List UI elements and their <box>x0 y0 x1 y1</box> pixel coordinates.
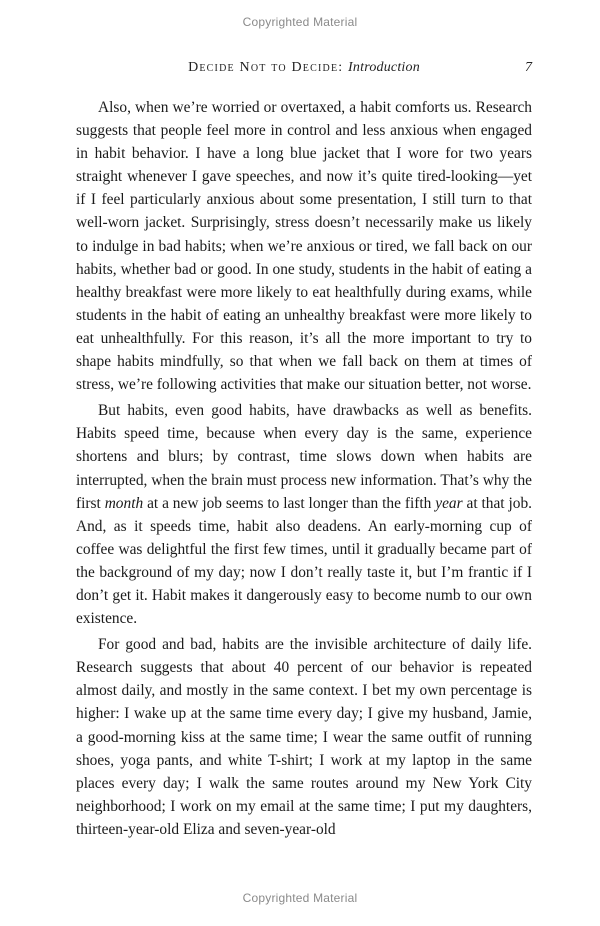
page-number: 7 <box>525 60 532 75</box>
text-run: at that job. And, as it speeds time, habit also deadens. An early-morning cup of coffee was delightful the first few times, until it gradually became part of the background of my day; now I don’t really taste it, but I’m frantic if I don’t get it. Habit makes it dangerously easy to become numb to our own existence. <box>76 494 532 628</box>
emphasis-text: month <box>104 494 144 512</box>
text-run: But habits, even good habits, have drawbacks as well as benefits. Habits speed time, because when every day is the same, experience shortens and blurs; by contrast, time slows down when habits are interrupted, when the brain must process new information. That’s why the first <box>76 402 532 512</box>
paragraph <box>76 633 532 841</box>
copyright-watermark-bottom: Copyrighted Material <box>242 891 358 905</box>
paragraph <box>76 399 532 630</box>
copyright-watermark-top: Copyrighted Material <box>242 15 358 29</box>
body-text <box>76 96 532 841</box>
title-separator: : <box>338 60 344 75</box>
text-run: at a new job seems to last longer than the fifth <box>143 494 436 512</box>
chapter-title: Decide Not to Decide <box>188 60 339 75</box>
running-head-title <box>76 60 532 76</box>
running-head <box>76 60 532 80</box>
text-run: Also, when we’re worried or overtaxed, a habit comforts us. Research suggests that people feel more in control and less anxious when engaged in habit behavior. I have a long blue jacket that I wore for two years straight whenever I gave speeches, and now it’s quite tired-looking—yet if I feel particularly anxious about some presentation, I still turn to that well-worn jacket. Surprisingly, stress doesn’t necessarily make us likely to indulge in bad habits; when we’re anxious or tired, we fall back on our habits, whether bad or good. In one study, students in the habit of eating a healthy breakfast were more likely to eat healthfully during exams, while students in the habit of eating an unhealthy breakfast were more likely to eat unhealthfully. For this reason, it’s all the more important to try to shape habits mindfully, so that when we fall back on them at times of stress, we’re following activities that make our situation better, not worse. <box>76 99 532 394</box>
paragraph <box>76 96 532 396</box>
text-run: For good and bad, habits are the invisible architecture of daily life. Research suggests that about 40 percent of our behavior is repeated almost daily, and mostly in the same context. I bet my own percentage is higher: I wake up at the same time every day; I give my husband, Jamie, a good-morning kiss at the same time; I wear the same outfit of running shoes, yoga pants, and white T-shirt; I work at my laptop in the same places every day; I walk the same routes around my New York City neighborhood; I work on my email at the same time; I put my daughters, thirteen-year-old Eliza and seven-year-old <box>76 636 532 838</box>
emphasis-text: year <box>435 494 463 512</box>
section-title: Introduction <box>348 60 420 75</box>
